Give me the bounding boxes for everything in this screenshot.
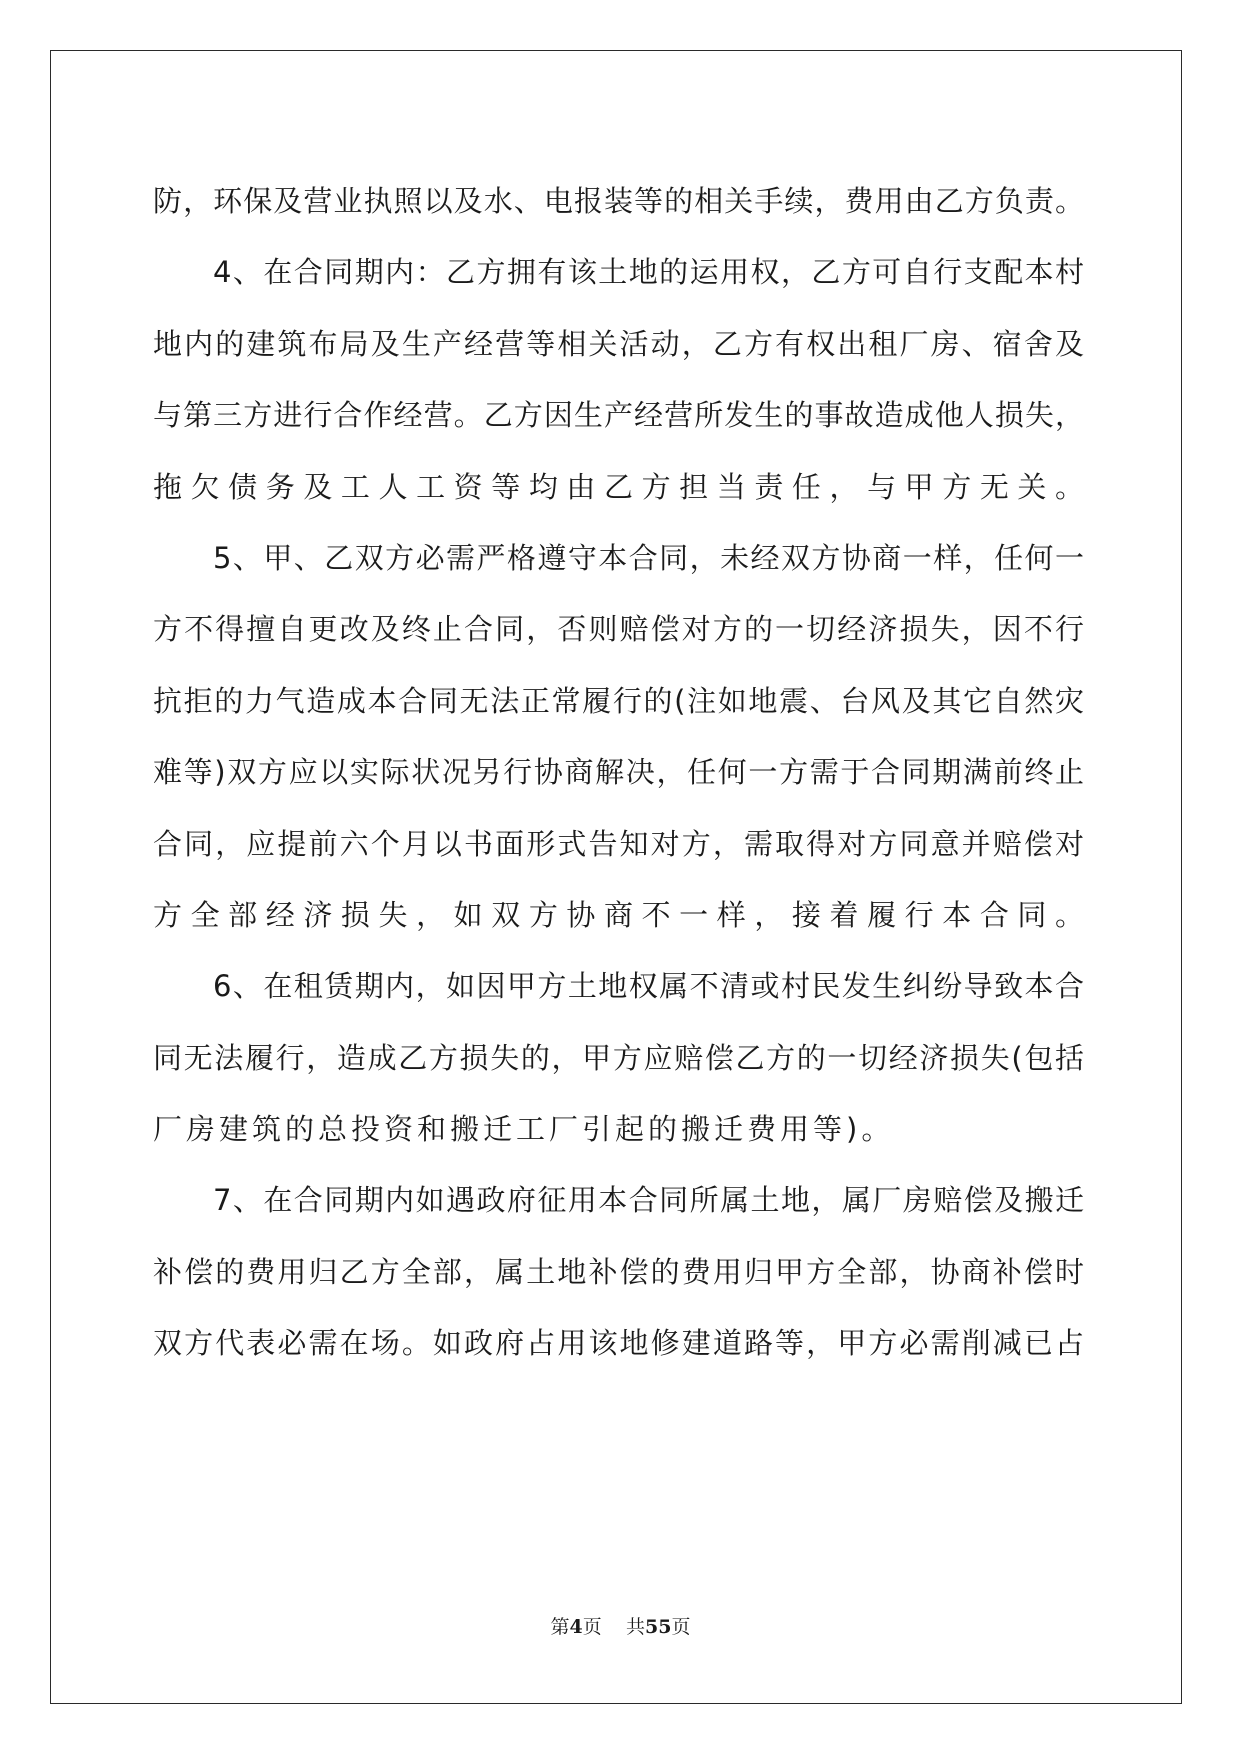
text-line-content: 防，环保及营业执照以及水、电报装等的相关手续，费用由乙方负责。 — [153, 184, 1086, 218]
text-line — [153, 237, 1088, 308]
footer-prefix: 第 — [550, 1616, 570, 1638]
text-line-content: 5、甲、乙双方必需严格遵守本合同，未经双方协商一样，任何一 — [213, 540, 1086, 575]
text-line — [153, 951, 1088, 1022]
text-line-content: 合同，应提前六个月以书面形式告知对方，需取得对方同意并赔偿对 — [153, 826, 1087, 861]
footer-page-unit: 页 — [582, 1616, 602, 1638]
text-line-content: 同无法履行，造成乙方损失的，甲方应赔偿乙方的一切经济损失(包括 — [153, 1040, 1086, 1075]
text-line-content: 补偿的费用归乙方全部，属土地补偿的费用归甲方全部，协商补偿时 — [153, 1254, 1087, 1289]
text-line-content: 与第三方进行合作经营。乙方因生产经营所发生的事故造成他人损失， — [153, 398, 1086, 433]
text-line-content: 抗拒的力气造成本合同无法正常履行的(注如地震、台风及其它自然灾 — [153, 683, 1086, 718]
text-line-content: 双方代表必需在场。如政府占用该地修建道路等，甲方必需削减已占 — [153, 1326, 1087, 1361]
text-line — [153, 452, 1093, 523]
text-line — [153, 523, 1088, 594]
text-line — [153, 594, 1088, 665]
text-line — [153, 1165, 1088, 1236]
footer-total-unit: 页 — [671, 1616, 691, 1638]
text-line — [153, 166, 1088, 237]
footer-total-prefix: 共 — [625, 1616, 645, 1638]
text-line — [153, 666, 1088, 737]
text-line — [153, 1094, 1088, 1165]
text-line-content: 方全部经济损失，如双方协商不一样，接着履行本合同。 — [153, 897, 1093, 932]
text-line — [153, 380, 1088, 451]
text-line — [153, 1308, 1088, 1379]
text-line — [153, 880, 1093, 951]
total-page-count: 55 — [644, 1616, 672, 1638]
text-line-content: 6、在租赁期内，如因甲方土地权属不清或村民发生纠纷导致本合 — [213, 969, 1086, 1004]
text-line-content: 7、在合同期内如遇政府征用本合同所属土地，属厂房赔偿及搬迁 — [213, 1183, 1086, 1218]
text-line — [153, 1237, 1088, 1308]
text-line-content: 4、在合同期内：乙方拥有该土地的运用权，乙方可自行支配本村 — [213, 255, 1086, 290]
text-line-content: 厂房建筑的总投资和搬迁工厂引起的搬迁费用等)。 — [153, 1112, 895, 1147]
text-line-content: 地内的建筑布局及生产经营等相关活动，乙方有权出租厂房、宿舍及 — [153, 326, 1087, 361]
text-line — [153, 737, 1088, 808]
current-page-number: 4 — [569, 1616, 583, 1638]
text-line-content: 方不得擅自更改及终止合同，否则赔偿对方的一切经济损失，因不行 — [153, 612, 1087, 647]
text-line-content: 拖欠债务及工人工资等均由乙方担当责任，与甲方无关。 — [153, 469, 1093, 504]
text-line — [153, 1023, 1088, 1094]
contract-body — [153, 166, 1093, 1380]
text-line-content: 难等)双方应以实际状况另行协商解决，任何一方需于合同期满前终止 — [153, 755, 1086, 790]
page-footer — [0, 1612, 1241, 1639]
text-line — [153, 809, 1088, 880]
text-line — [153, 309, 1088, 380]
